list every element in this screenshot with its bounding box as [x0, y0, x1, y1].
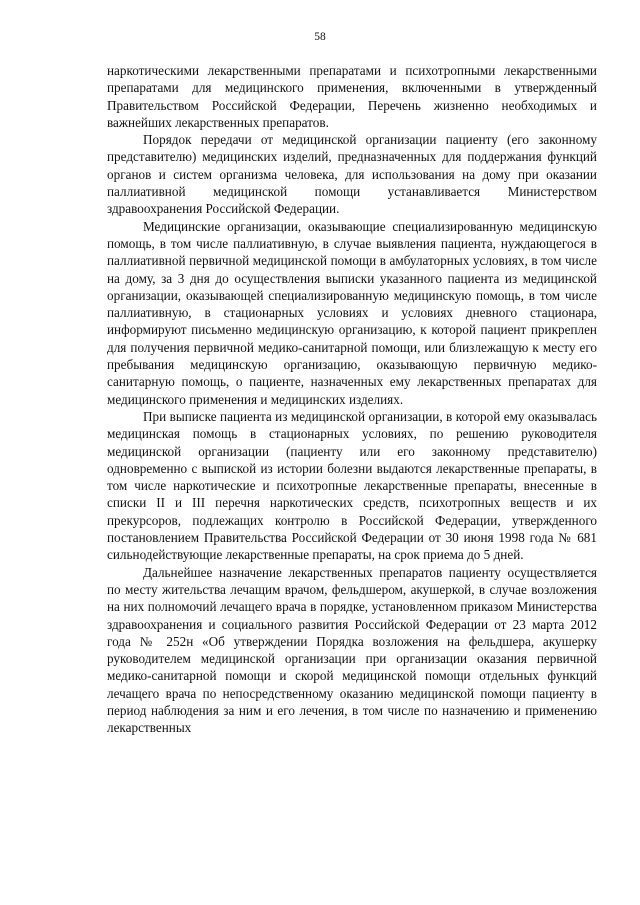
paragraph-specialized-care-notification: Медицинские организации, оказывающие специализированную медицинскую помощь, в том числе паллиативную, в случае выявления пациента, нуждающегося в паллиативной первичной медицинской помощи в амбулаторных условиях, в том числе на дому, за 3 дня до осуществления выписки указанного пациента из медицинской организации, оказывающей специализированную медицинскую помощь, в том числе паллиативную, в стационарных условиях и условиях дневного стационара, информируют письменно медицинскую организацию, к которой пациент прикреплен для получения первичной медико-санитарной помощи, или близлежащую к месту его пребывания медицинскую организацию, оказывающую первичную медико-санитарную помощь, о пациенте, назначенных ему лекарственных препаратах для медицинского применения и медицинских изделиях. [107, 218, 597, 407]
page-number: 58 [314, 31, 326, 43]
paragraph-continuation: наркотическими лекарственными препаратами и психотропными лекарственными препаратами для медицинского применения, включенными в утвержденный Правительством Российской Федерации, Перечень жизненно необходимых и важнейших лекарственных препаратов. [107, 63, 597, 130]
paragraph-further-prescription: Дальнейшее назначение лекарственных препаратов пациенту осуществляется по месту жительства лечащим врачом, фельдшером, акушеркой, в случае возложения на них полномочий лечащего врача в порядке, установленном приказом Министерства здравоохранения и социального развития Российской Федерации от 23 марта 2012 года № 252н «Об утверждении Порядка возложения на фельдшера, акушерку руководителем медицинской организации при организации оказания первичной медико-санитарной помощи и скорой медицинской помощи отдельных функций лечащего врача по непосредственному оказанию медицинской помощи пациенту в период наблюдения за ним и его лечения, в том числе по назначению и применению лекарственных [107, 564, 597, 736]
paragraph-device-transfer-procedure: Порядок передачи от медицинской организации пациенту (его законному представителю) медицинских изделий, предназначенных для поддержания функций органов и систем организма человека, для использования на дому при оказании паллиативной медицинской помощи устанавливается Министерством здравоохранения Российской Федерации. [107, 132, 597, 217]
paragraph-discharge-medication: При выписке пациента из медицинской организации, в которой ему оказывалась медицинская помощь в стационарных условиях, по решению руководителя медицинской организации (пациенту или его законному представителю) одновременно с выпиской из истории болезни выдаются лекарственные препараты, в том числе наркотические и психотропные лекарственные препараты, внесенные в списки II и III перечня наркотических средств, психотропных веществ и их прекурсоров, подлежащих контролю в Российской Федерации, утвержденного постановлением Правительства Российской Федерации от 30 июня 1998 года № 681 сильнодействующие лекарственные препараты, на срок приема до 5 дней. [107, 408, 597, 563]
document-body [107, 62, 597, 737]
